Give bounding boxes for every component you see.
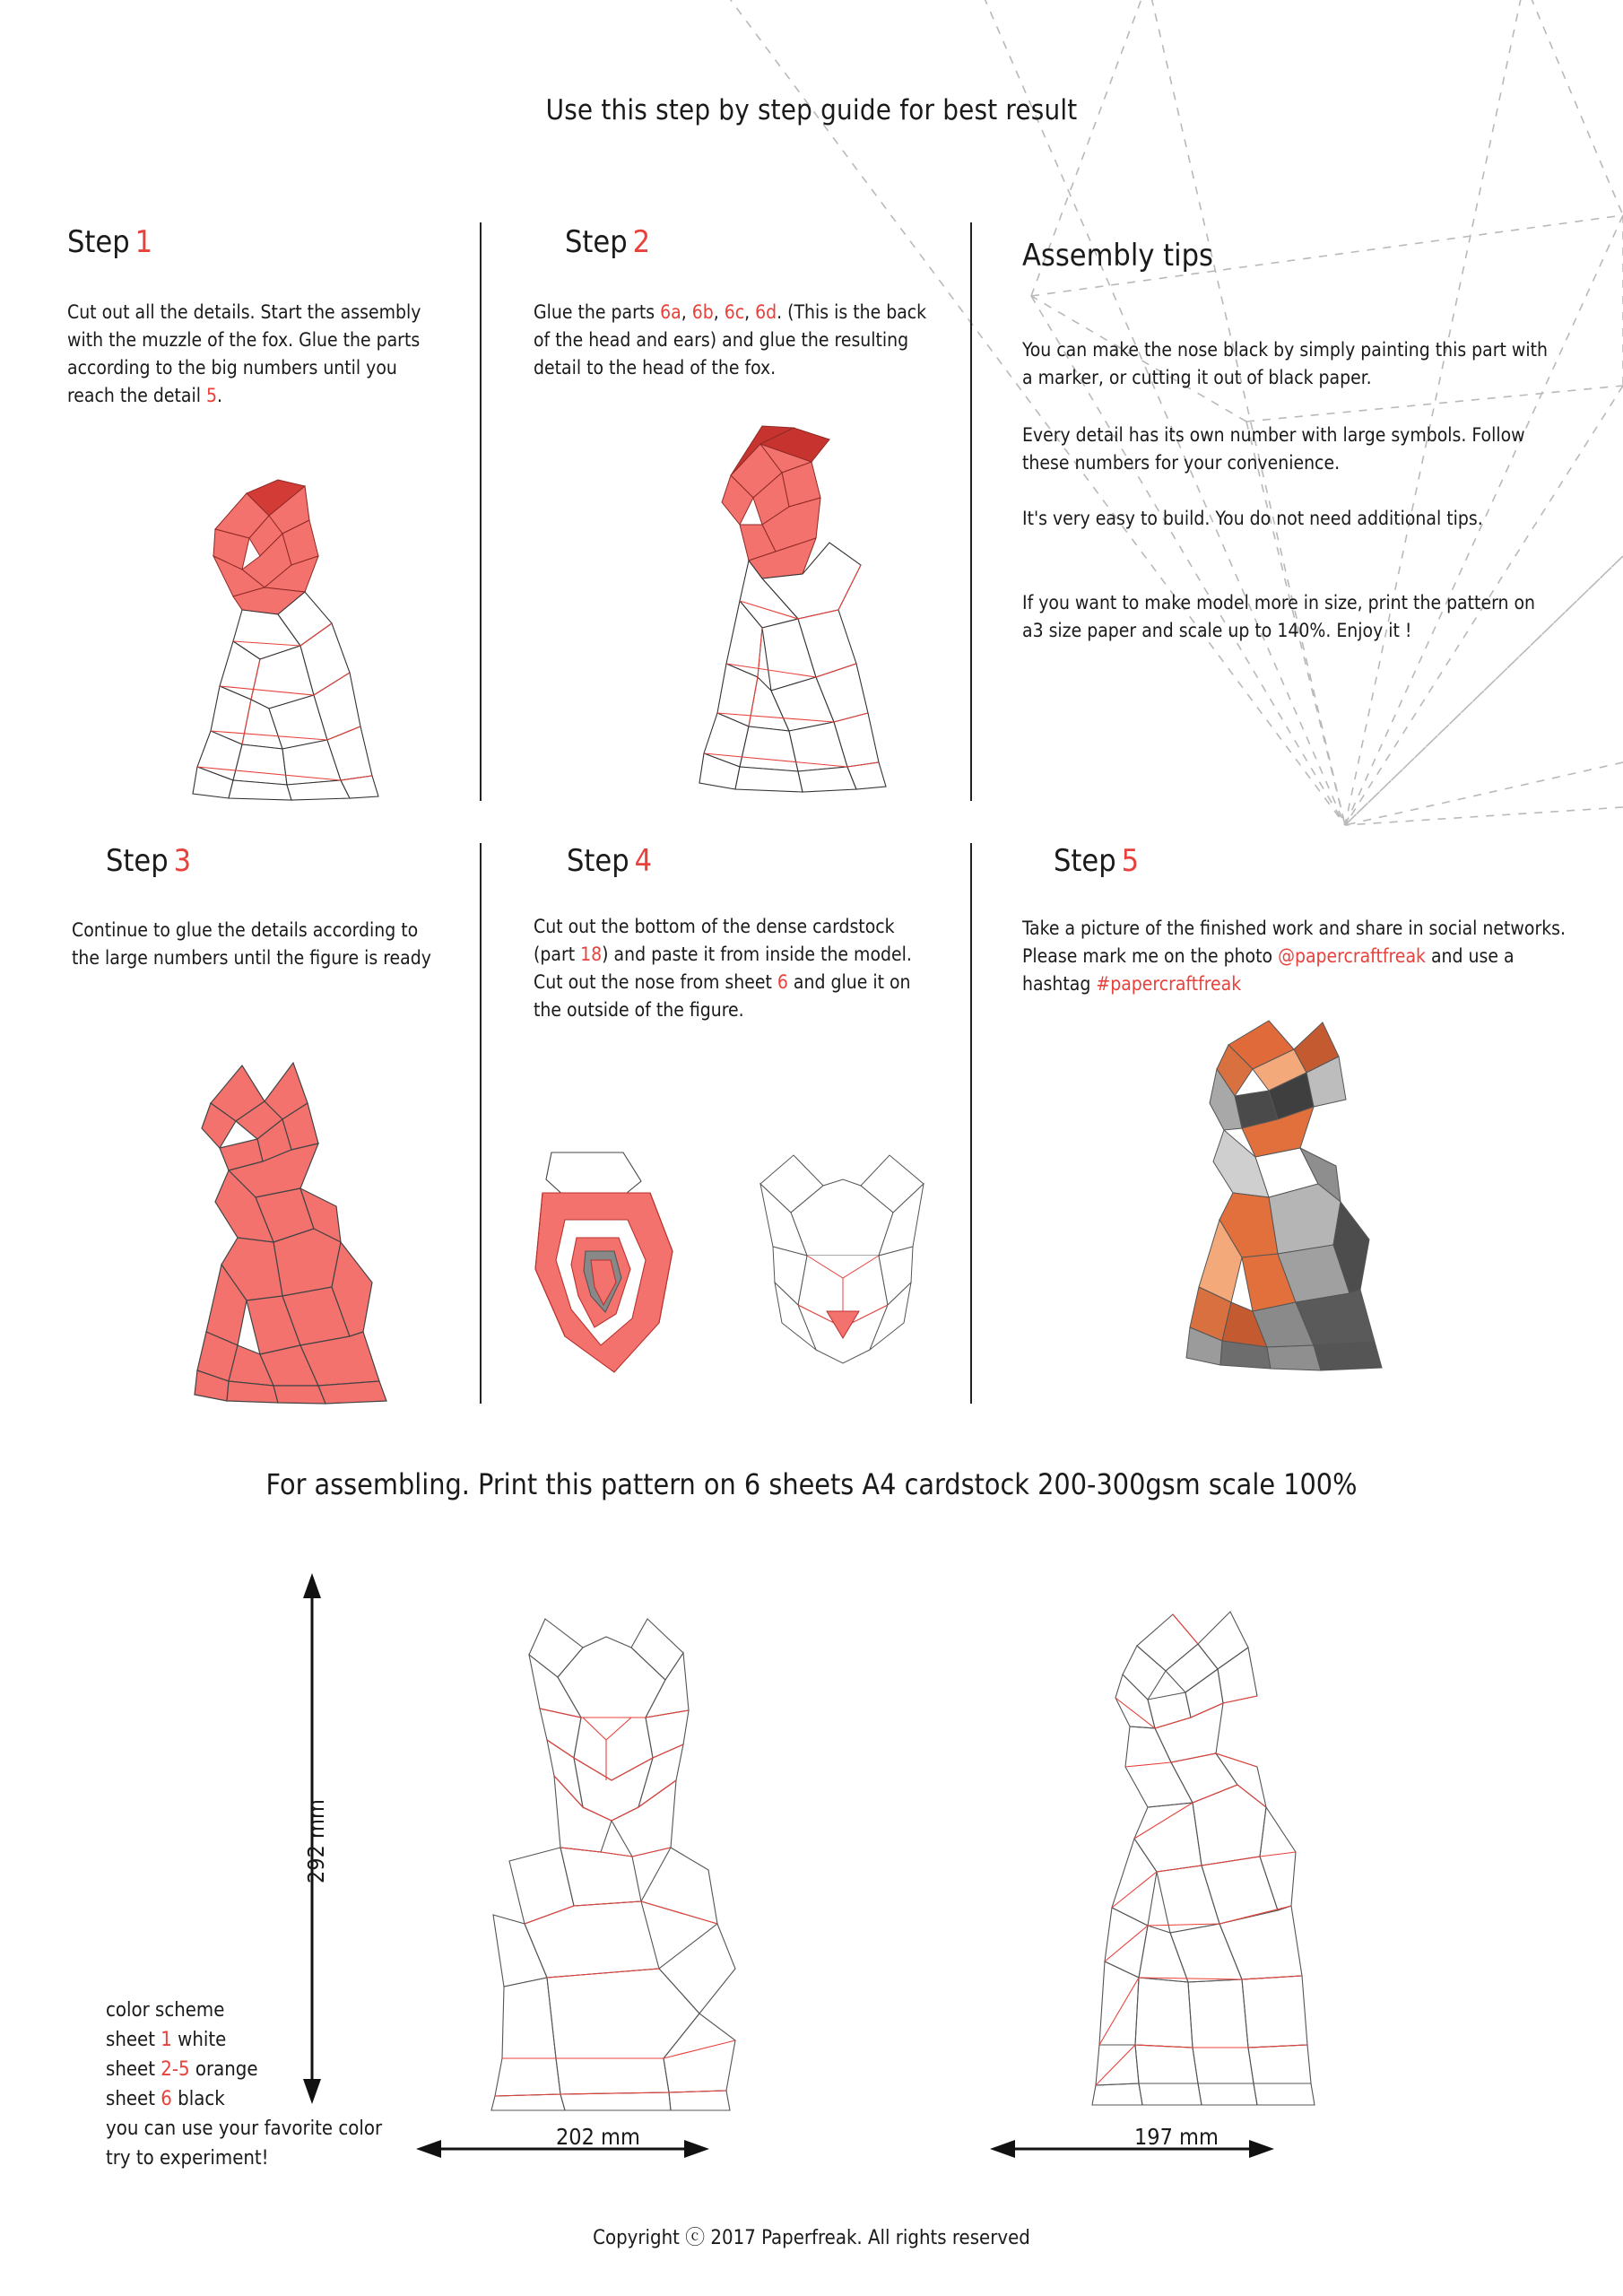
print-caption: For assembling. Print this pattern on 6 sheets A4 cardstock 200-300gsm scale 100% <box>265 1467 1358 1501</box>
assembly-tips-title: Assembly tips <box>1022 238 1213 274</box>
assembly-tips-p4: If you want to make model more in size, print the pattern on a3 size paper and scale up to 140%. Enjoy it ! <box>1022 592 1535 641</box>
step-3-number: 3 <box>173 843 192 879</box>
assembly-tips-p3: It's very easy to build. You do not need additional tips. <box>1022 508 1483 529</box>
step-1-text: Cut out all the details. Start the assembly with the muzzle of the fox. Glue the parts according to the big numbers until you reach the detail 5. <box>67 301 421 406</box>
assembly-tips-p2: Every detail has its own number with large symbols. Follow these numbers for your convenience. <box>1022 424 1525 474</box>
step-5-title <box>1054 843 1139 879</box>
step-4-figure-face-part <box>744 1148 942 1399</box>
step-3-figure <box>157 1049 435 1408</box>
step-4-text: Cut out the bottom of the dense cardstock (part 18) and paste it from inside the model. Cut out the nose from sheet 6 and glue it on the outside of the figure. <box>534 916 912 1021</box>
color-scheme-line-2: sheet 2-5 orange <box>106 2058 258 2081</box>
column-divider-3 <box>480 843 482 1404</box>
step-3-text: Continue to glue the details according to the large numbers until the figure is ready <box>72 919 431 969</box>
column-divider-1 <box>480 222 482 801</box>
color-scheme-note-2: try to experiment! <box>106 2147 269 2170</box>
column-divider-4 <box>970 843 972 1404</box>
step-4-figure-bottom-part <box>516 1144 713 1404</box>
step-5-title-label: Step <box>1054 843 1116 879</box>
color-scheme-line-3: sheet 6 black <box>106 2088 225 2110</box>
copyright-notice: Copyright ⓒ 2017 Paperfreak. All rights reserved <box>593 2227 1030 2249</box>
column-divider-2 <box>970 222 972 801</box>
step-4-number: 4 <box>634 843 653 879</box>
dimension-width-front-label: 202 mm <box>556 2124 640 2150</box>
dimension-height-label: 292 mm <box>303 1799 329 1883</box>
step-2-number: 2 <box>632 224 651 260</box>
step-2-text: Glue the parts 6a, 6b, 6c, 6d. (This is the back of the head and ears) and glue the resulting detail to the head of the fox. <box>534 301 927 378</box>
step-2-figure <box>628 408 933 803</box>
dimension-width-side-label: 197 mm <box>1134 2124 1219 2150</box>
step-1-number: 1 <box>135 224 153 260</box>
step-4-title-label: Step <box>567 843 629 879</box>
step-4-title <box>567 843 652 879</box>
color-scheme-title: color scheme <box>106 1999 225 2022</box>
step-5-text: Take a picture of the finished work and share in social networks. Please mark me on the photo @papercraftfreak and use a hashtag #papercraftfreak <box>1022 918 1566 995</box>
step-1-figure <box>126 430 430 807</box>
page-headline: Use this step by step guide for best result <box>545 94 1078 126</box>
pattern-front-view <box>439 1592 798 2130</box>
color-scheme-block <box>106 1996 382 2173</box>
step-3-title <box>106 843 191 879</box>
step-3-title-label: Step <box>106 843 169 879</box>
step-5-number: 5 <box>1121 843 1140 879</box>
step-1-title <box>67 224 152 260</box>
color-scheme-note-1: you can use your favorite color <box>106 2118 383 2140</box>
step-5-figure-photo <box>1134 1013 1421 1408</box>
step-1-title-label: Step <box>67 224 130 260</box>
assembly-tips-p1: You can make the nose black by simply painting this part with a marker, or cutting it out of black paper. <box>1022 339 1548 388</box>
pattern-side-view <box>1022 1592 1381 2130</box>
step-2-title <box>565 224 650 260</box>
color-scheme-line-1: sheet 1 white <box>106 2029 227 2051</box>
step-2-title-label: Step <box>565 224 628 260</box>
